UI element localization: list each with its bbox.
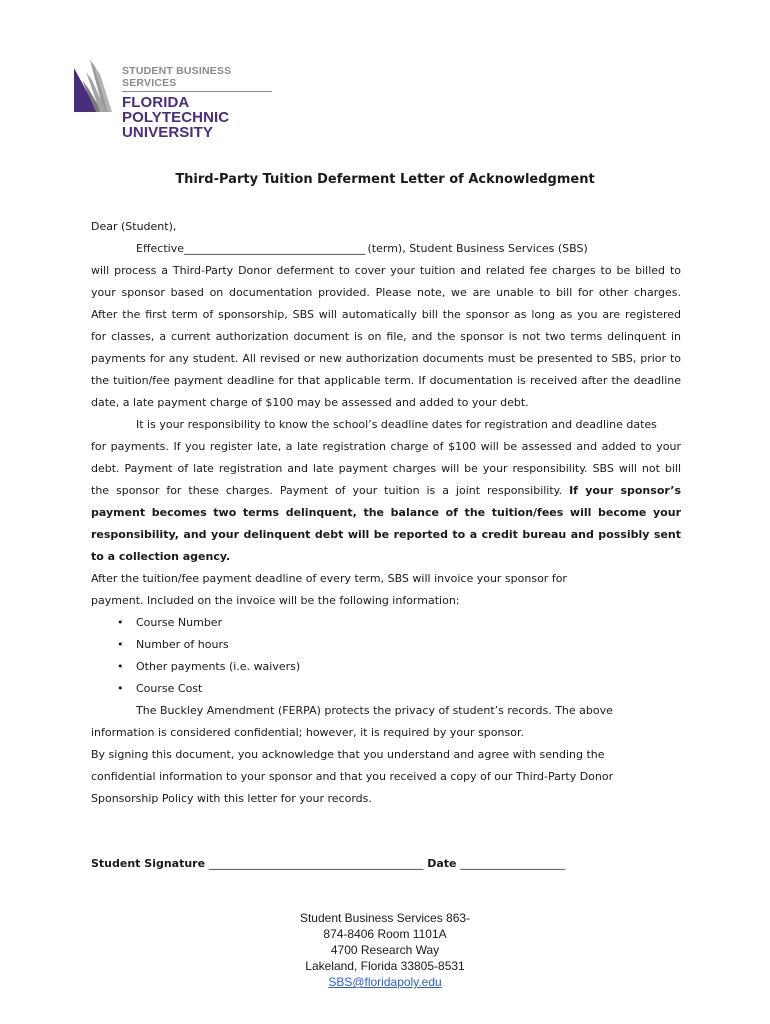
document-title: Third-Party Tuition Deferment Letter of Acknowledgment xyxy=(175,172,595,187)
logo-divider xyxy=(122,91,272,92)
bullet-icon: • xyxy=(117,660,124,673)
para5-line1: By signing this document, you acknowledge that you understand and agree with sending the xyxy=(91,748,605,761)
footer-line3: 4700 Research Way xyxy=(330,943,440,957)
logo-wing-icon xyxy=(74,58,118,114)
bullet-icon: • xyxy=(117,638,124,651)
para2-line5: payment becomes two terms delinquent, the balance of the tuition/fees will become your xyxy=(91,506,681,519)
para2-line1: It is your responsibility to know the school’s deadline dates for registration and deadline dates xyxy=(136,418,657,431)
signature-label: Student Signature xyxy=(91,857,206,870)
para2-line4-bold: If your sponsor’s xyxy=(569,484,681,497)
para4-line2: information is considered confidential; however, it is required by your sponsor. xyxy=(91,726,524,739)
para5-line3: Sponsorship Policy with this letter for your records. xyxy=(91,792,372,805)
term-blank: _________________________________ xyxy=(184,242,366,255)
para2-line4 xyxy=(91,484,681,497)
term-text: (term), Student Business Services (SBS) xyxy=(367,242,588,255)
para2-line6: responsibility, and your delinquent debt will be reported to a credit bureau and possibly sent xyxy=(91,528,681,541)
effective-line xyxy=(136,242,588,255)
date-label: Date xyxy=(427,857,457,870)
para2-line2: for payments. If you register late, a late registration charge of $100 will be assessed and added to your xyxy=(91,440,681,453)
para3-line2: payment. Included on the invoice will be the following information: xyxy=(91,594,460,607)
signature-field[interactable]: _______________________________________ xyxy=(208,857,424,870)
footer-line2: 874-8406 Room 1101A xyxy=(323,927,447,941)
date-field[interactable]: ___________________ xyxy=(460,857,565,870)
contact-footer xyxy=(0,910,770,990)
salutation: Dear (Student), xyxy=(91,220,177,233)
logo-department: STUDENT BUSINESS SERVICES xyxy=(122,65,232,89)
footer-line4: Lakeland, Florida 33805-8531 xyxy=(305,959,465,973)
para1-line7: the tuition/fee payment deadline for that applicable term. If documentation is received after the deadline xyxy=(91,374,681,387)
logo-university-line2: UNIVERSITY xyxy=(122,124,214,141)
para1-line8: date, a late payment charge of $100 may be assessed and added to your debt. xyxy=(91,396,529,409)
para1-line4: After the first term of sponsorship, SBS will automatically bill the sponsor as long as you are registered xyxy=(91,308,681,321)
bullet-icon: • xyxy=(117,682,124,695)
bullet-icon: • xyxy=(117,616,124,629)
para1-line2: will process a Third-Party Donor deferment to cover your tuition and related fee charges to be billed to xyxy=(91,264,681,277)
para2-line3: debt. Payment of late registration and late payment charges will be your responsibility. SBS will not bill xyxy=(91,462,681,475)
email-link[interactable]: SBS@floridapoly.edu xyxy=(328,975,442,989)
signature-line xyxy=(91,857,691,870)
para2-line7: to a collection agency. xyxy=(91,550,231,563)
para3-line1: After the tuition/fee payment deadline of every term, SBS will invoice your sponsor for xyxy=(91,572,567,585)
para4-line1: The Buckley Amendment (FERPA) protects the privacy of student’s records. The above xyxy=(136,704,613,717)
para1-line5: for classes, a current authorization document is on file, and the sponsor is not two terms delinquent in xyxy=(91,330,681,343)
effective-label: Effective xyxy=(136,242,184,255)
para1-line3: your sponsor based on documentation provided. Please note, we are unable to bill for other charges. xyxy=(91,286,681,299)
para2-line4-normal: the sponsor for these charges. Payment of your tuition is a joint responsibility. xyxy=(91,484,563,497)
para1-line6: payments for any student. All revised or new authorization documents must be presented to SBS, prior to xyxy=(91,352,681,365)
university-logo xyxy=(74,58,284,141)
footer-line1: Student Business Services 863- xyxy=(299,911,471,925)
para5-line2: confidential information to your sponsor and that you received a copy of our Third-Party Donor xyxy=(91,770,614,783)
logo-university-line1: FLORIDA POLYTECHNIC xyxy=(122,94,230,126)
